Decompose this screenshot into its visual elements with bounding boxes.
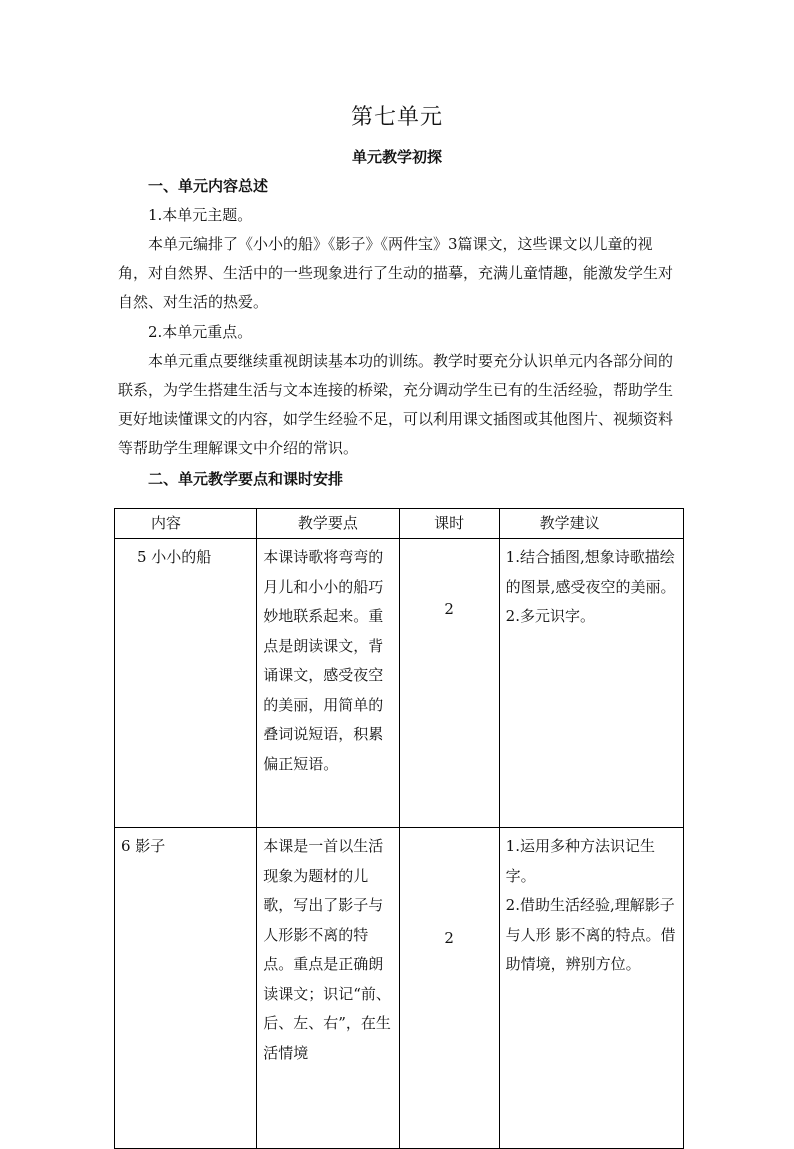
header-teaching-points: 教学要点 (257, 509, 399, 539)
header-teaching-suggestions: 教学建议 (499, 509, 683, 539)
row-teaching-points: 本课是一首以生活现象为题材的儿歌，写出了影子与人形影不离的特点。重点是正确朗读课文；识记“前、后、左、右”，在生活情境 (257, 828, 399, 1149)
row-content: 5 小小的船 (115, 539, 257, 828)
header-class-hours: 课时 (399, 509, 499, 539)
item1-heading: 1.本单元主题。 (148, 206, 253, 224)
unit-subtitle: 单元教学初探 (351, 148, 442, 166)
lesson-plan-table (114, 508, 684, 1149)
table-row (115, 539, 684, 828)
item2-heading: 2.本单元重点。 (148, 323, 253, 341)
table-header-row (115, 509, 684, 539)
item2-text: 本单元重点要继续重视朗读基本功的训练。教学时要充分认识单元内各部分间的联系，为学生搭建生活与文本连接的桥梁，充分调动学生已有的生活经验，帮助学生更好地读懂课文的内容，如学生经验不足，可以利用课文插图或其他图片、视频资料等帮助学生理解课文中介绍的常识。 (118, 352, 674, 457)
row-teaching-suggestion: 1.运用多种方法识记生字。 2.借助生活经验,理解影子与人形 影不离的特点。借助情境，辨别方位。 (499, 828, 683, 1149)
section1-heading: 一、单元内容总述 (148, 177, 269, 195)
unit-title: 第七单元 (350, 105, 443, 130)
item1-text: 本单元编排了《小小的船》《影子》《两件宝》3篇课文，这些课文以儿童的视角，对自然界、生活中的一些现象进行了生动的描摹，充满儿童情趣，能激发学生对自然、对生活的热爱。 (118, 235, 674, 311)
table-row (115, 828, 684, 1149)
row-teaching-suggestion: 1.结合插图,想象诗歌描绘的图景,感受夜空的美丽。 2.多元识字。 (499, 539, 683, 828)
row-content: 6 影子 (115, 828, 257, 1149)
row-class-hours: 2 (399, 828, 499, 1149)
row-class-hours: 2 (399, 539, 499, 828)
section2-heading: 二、单元教学要点和课时安排 (148, 470, 344, 488)
row-teaching-points: 本课诗歌将弯弯的月儿和小小的船巧妙地联系起来。重点是朗读课文，背诵课文，感受夜空的美丽，用简单的叠词说短语，积累偏正短语。 (257, 539, 399, 828)
header-content: 内容 (115, 509, 257, 539)
